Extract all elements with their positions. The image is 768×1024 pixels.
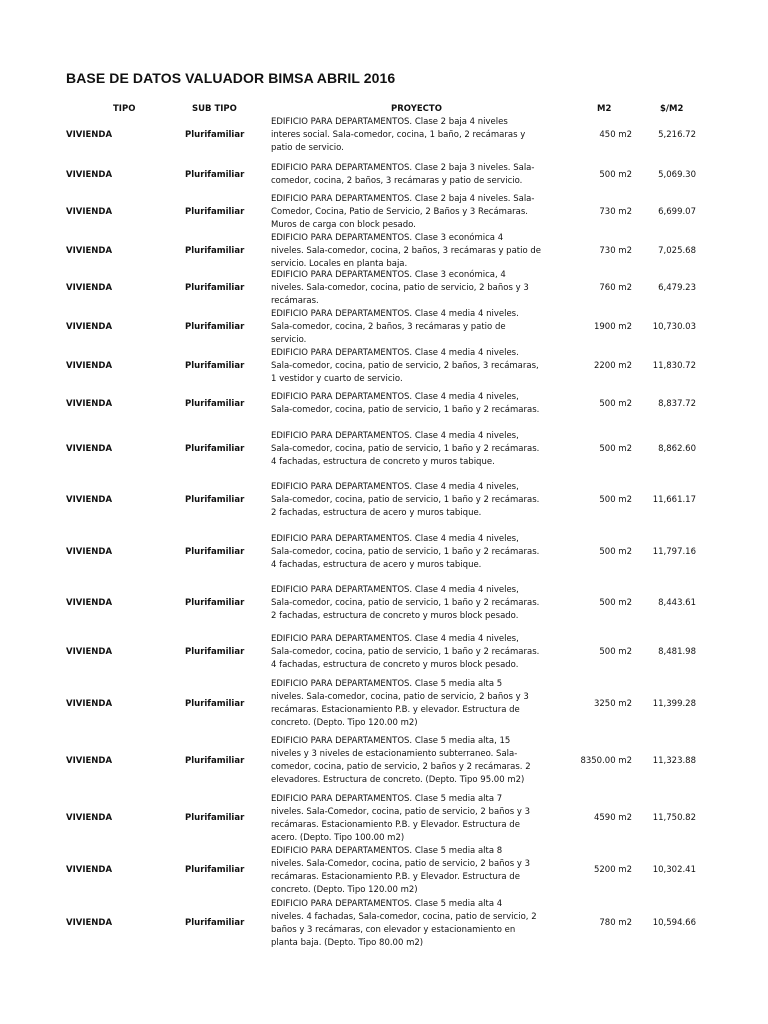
cell-precio-m2: 11,323.88: [652, 755, 696, 766]
header-subtipo: SUB TIPO: [192, 104, 237, 114]
proyecto-line: planta baja. (Depto. Tipo 80.00 m2): [271, 937, 424, 948]
proyecto-line: niveles. Sala-comedor, cocina, 2 baños, 3 recámaras y patio de: [271, 246, 542, 256]
cell-subtipo: Plurifamiliar: [185, 918, 245, 928]
cell-subtipo: Plurifamiliar: [185, 494, 245, 505]
cell-tipo: VIVIENDA: [66, 646, 113, 657]
table-row: [0, 269, 768, 308]
proyecto-line: 4 fachadas, estructura de concreto y muros block pesado.: [271, 659, 519, 670]
cell-m2: 5200 m2: [593, 865, 632, 875]
table-row: [0, 157, 768, 193]
cell-precio-m2: 6,699.07: [658, 207, 696, 217]
cell-tipo: VIVIENDA: [66, 443, 113, 454]
cell-proyecto: [271, 391, 571, 417]
table-row: [0, 896, 768, 951]
cell-subtipo: Plurifamiliar: [185, 755, 245, 766]
cell-proyecto: [271, 735, 571, 787]
cell-subtipo: Plurifamiliar: [185, 245, 245, 256]
proyecto-line: EDIFICIO PARA DEPARTAMENTOS. Clase 2 baja 4 niveles. Sala-: [271, 194, 535, 204]
cell-subtipo: Plurifamiliar: [185, 813, 245, 823]
proyecto-line: niveles y 3 niveles de estacionamiento subterraneo. Sala-: [271, 749, 518, 759]
cell-precio-m2: 11,661.17: [652, 494, 696, 505]
cell-subtipo: Plurifamiliar: [185, 646, 245, 657]
cell-tipo: VIVIENDA: [66, 130, 113, 140]
cell-precio-m2: 8,481.98: [658, 646, 696, 657]
cell-subtipo: Plurifamiliar: [185, 865, 245, 875]
cell-m2: 500 m2: [599, 494, 632, 505]
cell-proyecto: [271, 308, 571, 347]
cell-tipo: VIVIENDA: [66, 813, 113, 823]
proyecto-line: EDIFICIO PARA DEPARTAMENTOS. Clase 5 media alta 8: [271, 845, 503, 856]
table-row: [0, 116, 768, 155]
cell-tipo: VIVIENDA: [66, 865, 113, 875]
cell-subtipo: Plurifamiliar: [185, 398, 245, 409]
cell-m2: 2200 m2: [593, 360, 632, 371]
proyecto-line: EDIFICIO PARA DEPARTAMENTOS. Clase 4 media 4 niveles,: [271, 533, 519, 544]
cell-precio-m2: 8,862.60: [658, 443, 696, 454]
proyecto-line: niveles. Sala-Comedor, cocina, patio de servicio, 2 baños y 3: [271, 806, 531, 817]
cell-precio-m2: 10,594.66: [652, 918, 696, 928]
proyecto-line: Sala-comedor, cocina, patio de servicio, 1 baño y 2 recámaras.: [271, 597, 540, 608]
table-row: [0, 479, 768, 521]
cell-proyecto: [271, 898, 571, 950]
table-row: [0, 530, 768, 574]
proyecto-line: Muros de carga con block pesado.: [271, 220, 416, 230]
proyecto-line: niveles. Sala-comedor, cocina, patio de servicio, 2 baños y 3: [271, 283, 529, 293]
proyecto-line: EDIFICIO PARA DEPARTAMENTOS. Clase 4 media 4 niveles.: [271, 347, 519, 358]
cell-subtipo: Plurifamiliar: [185, 207, 245, 217]
cell-m2: 500 m2: [599, 443, 632, 454]
proyecto-line: 4 fachadas, estructura de concreto y muros tabique.: [271, 456, 495, 467]
proyecto-line: EDIFICIO PARA DEPARTAMENTOS. Clase 2 baja 3 niveles. Sala-: [271, 163, 535, 173]
cell-subtipo: Plurifamiliar: [185, 169, 245, 180]
cell-proyecto: [271, 533, 571, 572]
proyecto-line: recámaras. Estacionamiento P.B. y Elevador. Estructura de: [271, 819, 520, 830]
cell-subtipo: Plurifamiliar: [185, 360, 245, 371]
proyecto-line: Sala-comedor, cocina, patio de servicio, 1 baño y 2 recámaras.: [271, 494, 540, 505]
cell-subtipo: Plurifamiliar: [185, 130, 245, 140]
cell-proyecto: [271, 678, 571, 730]
cell-tipo: VIVIENDA: [66, 283, 113, 293]
cell-proyecto: [271, 347, 571, 386]
cell-precio-m2: 5,069.30: [658, 169, 696, 180]
cell-tipo: VIVIENDA: [66, 169, 113, 180]
header-m2: M2: [597, 104, 612, 114]
table-row: [0, 791, 768, 846]
cell-m2: 730 m2: [599, 207, 632, 217]
cell-subtipo: Plurifamiliar: [185, 321, 245, 332]
cell-precio-m2: 8,837.72: [658, 398, 696, 409]
cell-tipo: VIVIENDA: [66, 546, 113, 557]
proyecto-line: niveles. Sala-comedor, cocina, patio de servicio, 2 baños y 3: [271, 692, 529, 702]
proyecto-line: Sala-comedor, cocina, patio de servicio, 1 baño y 2 recámaras.: [271, 646, 540, 657]
cell-proyecto: [271, 845, 571, 897]
cell-proyecto: [271, 633, 571, 672]
cell-tipo: VIVIENDA: [66, 597, 113, 608]
proyecto-line: 4 fachadas, estructura de acero y muros tabique.: [271, 559, 482, 570]
cell-precio-m2: 8,443.61: [658, 597, 696, 608]
cell-proyecto: [271, 162, 571, 188]
cell-m2: 500 m2: [599, 597, 632, 608]
cell-precio-m2: 11,750.82: [652, 813, 696, 823]
proyecto-line: EDIFICIO PARA DEPARTAMENTOS. Clase 4 media 4 niveles,: [271, 584, 519, 595]
cell-precio-m2: 6,479.23: [658, 283, 696, 293]
cell-precio-m2: 5,216.72: [658, 130, 696, 140]
cell-tipo: VIVIENDA: [66, 494, 113, 505]
proyecto-line: EDIFICIO PARA DEPARTAMENTOS. Clase 5 media alta 5: [271, 679, 503, 689]
proyecto-line: EDIFICIO PARA DEPARTAMENTOS. Clase 3 económica, 4: [271, 270, 506, 280]
table-row: [0, 843, 768, 898]
cell-proyecto: [271, 481, 571, 520]
cell-m2: 4590 m2: [593, 813, 632, 823]
proyecto-line: niveles. 4 fachadas, Sala-comedor, cocina, patio de servicio, 2: [271, 911, 537, 922]
cell-m2: 1900 m2: [593, 321, 632, 332]
cell-tipo: VIVIENDA: [66, 321, 113, 332]
cell-precio-m2: 7,025.68: [658, 245, 696, 256]
proyecto-line: Comedor, Cocina, Patio de Servicio, 2 Baños y 3 Recámaras.: [271, 207, 529, 217]
cell-proyecto: [271, 193, 571, 232]
header-precio-m2: $/M2: [660, 104, 684, 114]
cell-m2: 780 m2: [599, 918, 632, 928]
proyecto-line: EDIFICIO PARA DEPARTAMENTOS. Clase 4 media 4 niveles,: [271, 481, 519, 492]
cell-tipo: VIVIENDA: [66, 918, 113, 928]
proyecto-line: EDIFICIO PARA DEPARTAMENTOS. Clase 5 media alta 4: [271, 898, 503, 909]
cell-precio-m2: 10,730.03: [652, 321, 696, 332]
proyecto-line: EDIFICIO PARA DEPARTAMENTOS. Clase 2 baja 4 niveles: [271, 117, 508, 127]
proyecto-line: servicio.: [271, 335, 307, 345]
proyecto-line: 2 fachadas, estructura de concreto y muros block pesado.: [271, 610, 519, 621]
cell-m2: 500 m2: [599, 398, 632, 409]
proyecto-line: 2 fachadas, estructura de acero y muros tabique.: [271, 507, 482, 518]
cell-m2: 500 m2: [599, 169, 632, 180]
proyecto-line: EDIFICIO PARA DEPARTAMENTOS. Clase 5 media alta, 15: [271, 736, 511, 746]
proyecto-line: Sala-comedor, cocina, 2 baños, 3 recámaras y patio de: [271, 322, 506, 332]
proyecto-line: EDIFICIO PARA DEPARTAMENTOS. Clase 5 media alta 7: [271, 793, 503, 804]
cell-proyecto: [271, 116, 571, 155]
cell-precio-m2: 11,797.16: [652, 546, 696, 557]
header-tipo: TIPO: [113, 104, 136, 114]
table-row: [0, 677, 768, 731]
proyecto-line: EDIFICIO PARA DEPARTAMENTOS. Clase 4 media 4 niveles.: [271, 309, 519, 319]
proyecto-line: patio de servicio.: [271, 143, 344, 153]
table-row: [0, 346, 768, 386]
cell-precio-m2: 11,830.72: [652, 360, 696, 371]
cell-m2: 760 m2: [599, 283, 632, 293]
proyecto-line: recámaras. Estacionamiento P.B. y elevador. Estructura de: [271, 705, 520, 715]
cell-precio-m2: 10,302.41: [652, 865, 696, 875]
cell-proyecto: [271, 232, 571, 271]
table-row: [0, 581, 768, 625]
proyecto-line: recámaras.: [271, 296, 319, 306]
table-row: [0, 426, 768, 472]
cell-proyecto: [271, 793, 571, 845]
cell-m2: 450 m2: [599, 130, 632, 140]
proyecto-line: EDIFICIO PARA DEPARTAMENTOS. Clase 4 media 4 niveles,: [271, 392, 519, 402]
proyecto-line: elevadores. Estructura de concreto. (Depto. Tipo 95.00 m2): [271, 775, 525, 785]
proyecto-line: Sala-comedor, cocina, patio de servicio, 2 baños, 3 recámaras,: [271, 360, 539, 371]
cell-tipo: VIVIENDA: [66, 207, 113, 217]
cell-subtipo: Plurifamiliar: [185, 546, 245, 557]
table-row: [0, 632, 768, 672]
page-title: BASE DE DATOS VALUADOR BIMSA ABRIL 2016: [66, 70, 396, 86]
cell-subtipo: Plurifamiliar: [185, 283, 245, 293]
proyecto-line: EDIFICIO PARA DEPARTAMENTOS. Clase 3 económica 4: [271, 233, 504, 243]
proyecto-line: comedor, cocina, patio de servicio, 2 baños y 2 recámaras. 2: [271, 762, 531, 772]
proyecto-line: acero. (Depto. Tipo 100.00 m2): [271, 832, 405, 843]
cell-proyecto: [271, 430, 571, 469]
cell-m2: 500 m2: [599, 546, 632, 557]
cell-proyecto: [271, 269, 571, 308]
proyecto-line: concreto. (Depto. Tipo 120.00 m2): [271, 884, 418, 895]
proyecto-line: Sala-comedor, cocina, patio de servicio, 1 baño y 2 recámaras.: [271, 546, 540, 557]
cell-tipo: VIVIENDA: [66, 398, 113, 409]
proyecto-line: EDIFICIO PARA DEPARTAMENTOS. Clase 4 media 4 niveles,: [271, 430, 519, 441]
table-row: [0, 232, 768, 270]
proyecto-line: interes social. Sala-comedor, cocina, 1 baño, 2 recámaras y: [271, 130, 526, 140]
cell-subtipo: Plurifamiliar: [185, 698, 245, 709]
cell-m2: 3250 m2: [593, 698, 632, 709]
proyecto-line: baños y 3 recámaras, con elevador y estacionamiento en: [271, 924, 516, 935]
table-row: [0, 193, 768, 232]
proyecto-line: Sala-comedor, cocina, patio de servicio, 1 baño y 2 recámaras.: [271, 443, 540, 454]
cell-tipo: VIVIENDA: [66, 755, 113, 766]
cell-subtipo: Plurifamiliar: [185, 597, 245, 608]
cell-tipo: VIVIENDA: [66, 698, 113, 709]
proyecto-line: Sala-comedor, cocina, patio de servicio, 1 baño y 2 recámaras.: [271, 405, 540, 415]
proyecto-line: recámaras. Estacionamiento P.B. y Elevador. Estructura de: [271, 871, 520, 882]
table-row: [0, 389, 768, 419]
proyecto-line: niveles. Sala-Comedor, cocina, patio de servicio, 2 baños y 3: [271, 858, 531, 869]
header-proyecto: PROYECTO: [391, 104, 442, 114]
cell-subtipo: Plurifamiliar: [185, 443, 245, 454]
proyecto-line: comedor, cocina, 2 baños, 3 recámaras y patio de servicio.: [271, 176, 523, 186]
cell-m2: 730 m2: [599, 245, 632, 256]
cell-tipo: VIVIENDA: [66, 360, 113, 371]
proyecto-line: servicio. Locales en planta baja.: [271, 259, 408, 269]
proyecto-line: 1 vestidor y cuarto de servicio.: [271, 373, 403, 384]
table-row: [0, 733, 768, 789]
table-row: [0, 308, 768, 346]
cell-m2: 500 m2: [599, 646, 632, 657]
proyecto-line: EDIFICIO PARA DEPARTAMENTOS. Clase 4 media 4 niveles,: [271, 633, 519, 644]
proyecto-line: concreto. (Depto. Tipo 120.00 m2): [271, 718, 418, 728]
cell-proyecto: [271, 584, 571, 623]
cell-precio-m2: 11,399.28: [652, 698, 696, 709]
cell-m2: 8350.00 m2: [580, 755, 632, 766]
cell-tipo: VIVIENDA: [66, 245, 113, 256]
